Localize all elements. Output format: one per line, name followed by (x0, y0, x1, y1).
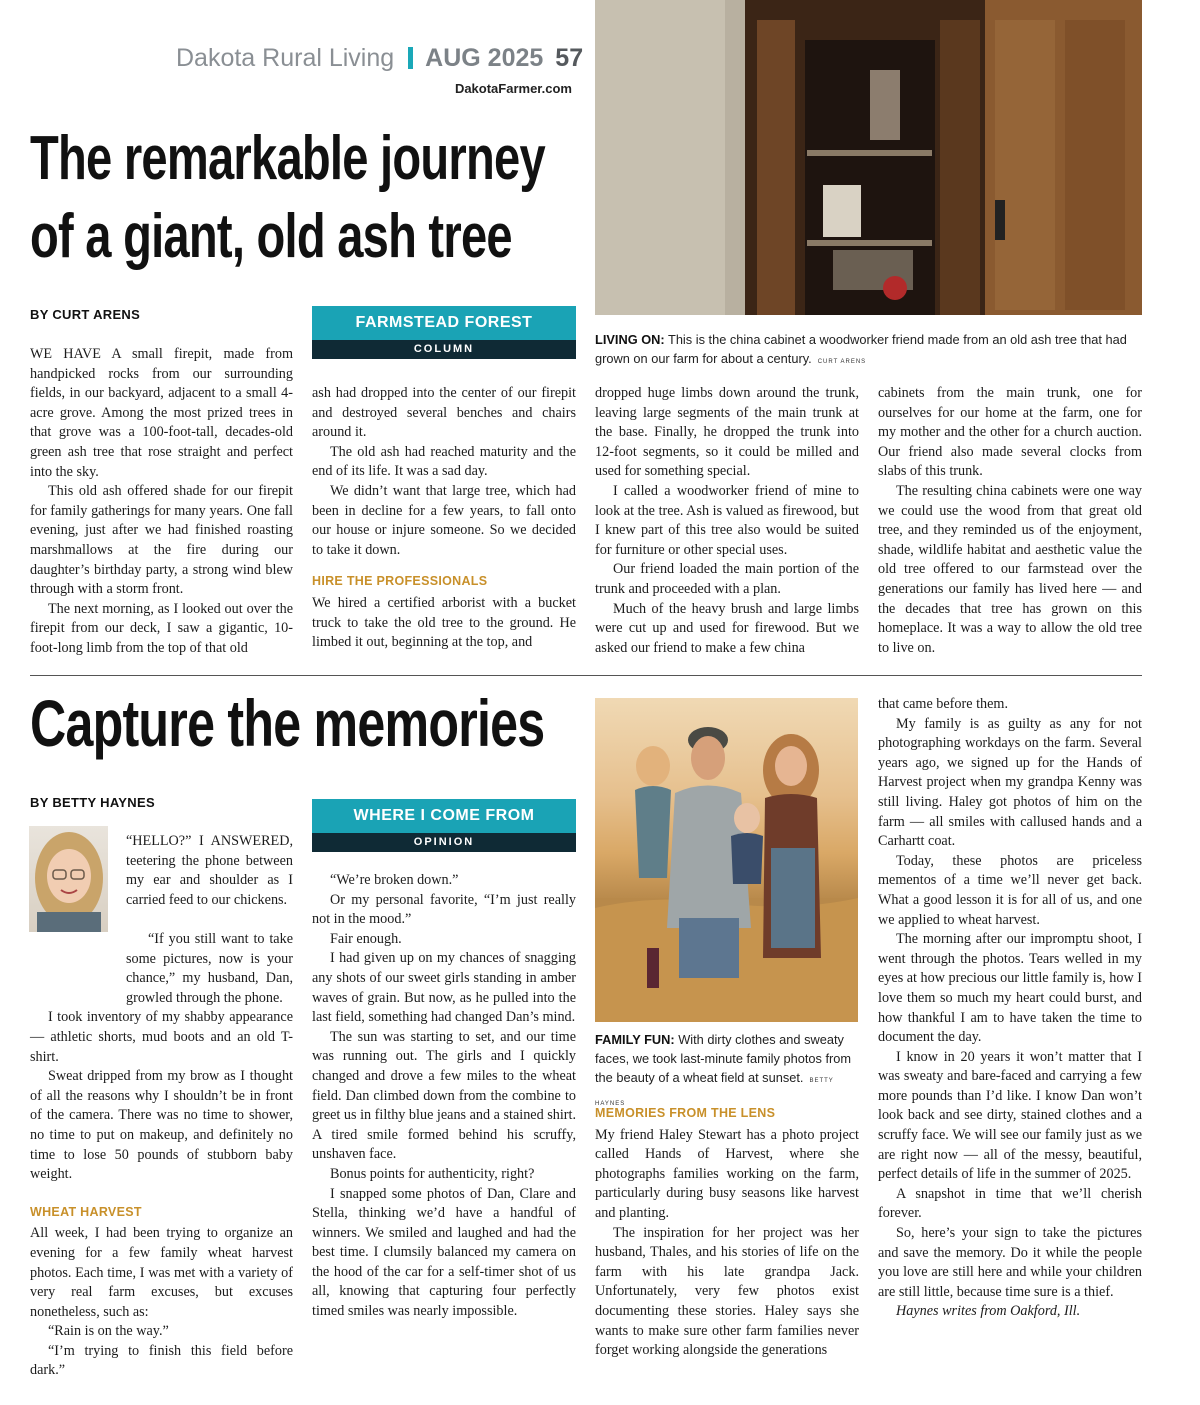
paragraph: Today, these photos are priceless mementos of a time we’ll never get back. What a good lesson it is for all of us, and one we applied to wheat harvest. (878, 852, 1142, 928)
article1-column-2 (312, 384, 576, 653)
article2-column-1 (30, 930, 293, 1381)
photo-credit: CURT ARENS (817, 359, 867, 365)
author-portrait (29, 826, 108, 932)
paragraph: We didn’t want that large tree, which had been in decline for a few years, to fall onto our house or injure someone. So we decided to take it down. (312, 482, 576, 558)
article2-column-4 (878, 695, 1142, 1322)
paragraph: Fair enough. (330, 930, 402, 947)
china-cabinet-photo (595, 0, 1142, 315)
paragraph: The sun was starting to set, and our time was running out. The girls and I quickly changed and drove a few miles to the wheat field. Dan climbed down from the combine to greet us in filthy blue jeans and a stained shirt. A tired smile formed behind his scruffy, unshaven face. (312, 1028, 576, 1163)
column-name: FARMSTEAD FOREST (312, 306, 576, 340)
article1-headline-line1: The remarkable journey (30, 124, 545, 193)
paragraph: My family is as guilty as any for not photographing workdays on the farm. Several years ago, we signed up for the Hands of Harvest project when my grandpa Kenny was still living. Haley got photos of him on the farm — all smiles with callused hands and a Carhartt coat. (878, 715, 1142, 850)
website-link[interactable]: DakotaFarmer.com (454, 81, 572, 96)
caption-text: With dirty clothes and sweaty faces, we took last-minute family photos from the beauty of a wheat field at sunset. (595, 1032, 852, 1085)
publication-name: Dakota Rural Living (176, 44, 395, 72)
paragraph: I took inventory of my shabby appearance — athletic shorts, mud boots and an old T-shirt. (30, 1009, 293, 1065)
article2-headline: Capture the memories (30, 686, 545, 760)
article1-column-badge (312, 306, 576, 359)
paragraph: Sweat dripped from my brow as I thought of all the reasons why I shouldn’t be in front of the camera. There was no time to shower, no time to put on makeup, and definitely no time to lose 50 pounds of stubborn baby weight. (30, 1068, 293, 1183)
paragraph: that came before them. (878, 696, 1008, 712)
paragraph: My friend Haley Stewart has a photo project called Hands of Harvest, where she photographs families working on the farm, particularly during busy seasons like harvest and planting. (595, 1126, 859, 1221)
column-type: COLUMN (312, 340, 576, 359)
subhead: HIRE THE PROFESSIONALS (312, 574, 488, 589)
article1-column-1 (30, 345, 293, 659)
paragraph: ash had dropped into the center of our firepit and destroyed several benches and chairs around it. (312, 385, 576, 441)
caption-label: FAMILY FUN: (595, 1032, 675, 1047)
subhead: WHEAT HARVEST (30, 1204, 142, 1219)
paragraph: “Rain is on the way.” (48, 1323, 169, 1340)
section-divider (30, 675, 1142, 676)
paragraph: I called a woodworker friend of mine to look at the tree. Ash is valued as firewood, but I knew part of this tree also would be suited for furniture or other special uses. (595, 482, 859, 558)
masthead (176, 44, 584, 73)
paragraph: “If you still want to take some pictures, now is your chance,” my husband, Dan, growled through the phone. (126, 931, 293, 1006)
paragraph: cabinets from the main trunk, one for ourselves for our home at the farm, one for my mother and the other for a church auction. Our friend also made several clocks from slabs of this trunk. (878, 385, 1142, 480)
paragraph: “We’re broken down.” (330, 872, 459, 888)
paragraph: All week, I had been trying to organize an evening for a few family wheat harvest photos. Each time, I was met with a variety of very real farm excuses, but excuses nonetheless, such as: (30, 1225, 293, 1320)
page-number: 57 (555, 44, 584, 72)
article2-column-3 (595, 1104, 859, 1361)
paragraph: We hired a certified arborist with a bucket truck to take the old tree to the ground. He limbed it out, beginning at the top, and (312, 594, 576, 651)
paragraph: I snapped some photos of Dan, Clare and Stella, thinking we’d have a handful of winners. We smiled and laughed and had the best time. I clumsily balanced my camera on the hood of the car for a self-timer shot of us all, knowing that capturing four perfectly timed smiles was nearly impossible. (312, 1185, 576, 1320)
paragraph: “HELLO?” I ANSWERED, teetering the phone between my ear and shoulder as I carried feed to our chickens. (126, 833, 293, 908)
article1-byline: BY CURT ARENS (30, 307, 141, 322)
paragraph: WE HAVE A small firepit, made from handpicked rocks from our surrounding fields, in our backyard, adjacent to a small 4-acre grove. Among the most prized trees in that grove was a 100-foot-tall, decades-old green ash tree that rose straight and perfect into the sky. (30, 346, 293, 480)
paragraph: I had given up on my chances of snagging any shots of our sweet girls standing in amber waves of grain. But now, as he pulled into the last field, something had changed Dan’s mind. (312, 950, 576, 1026)
caption-text: This is the china cabinet a woodworker friend made from an old ash tree that had grown on our farm for about a century. (595, 332, 1127, 366)
paragraph: The old ash had reached maturity and the end of its life. It was a sad day. (312, 443, 576, 480)
column-name: WHERE I COME FROM (312, 799, 576, 833)
paragraph: I know in 20 years it won’t matter that I was sweaty and bare-faced and carrying a few more pounds than I’d like. I know Dan won’t look back and see dirty, stained clothes and a scruffy face. We will see our family just as we are right now — all of the messy, beautiful, perfect details of life in the summer of 2025. (878, 1048, 1142, 1183)
author-signoff: Haynes writes from Oakford, Ill. (896, 1303, 1081, 1320)
paragraph: The next morning, as I looked out over the firepit from our deck, I saw a gigantic, 10-foot-long limb from the top of that old (30, 600, 293, 656)
masthead-divider (408, 47, 413, 69)
column-type: OPINION (312, 833, 576, 852)
article1-column-3 (595, 384, 859, 658)
paragraph: The morning after our impromptu shoot, I went through the photos. Tears welled in my eyes at how precious our little family is, how I love them so much my heart could burst, and how thankful I am to have taken the time to document the day. (878, 931, 1142, 1046)
paragraph: So, here’s your sign to take the pictures and save the memory. Do it while the people you love are still here and while your children are still little, because time sure is a thief. (878, 1225, 1142, 1300)
article2-byline: BY BETTY HAYNES (30, 795, 155, 810)
paragraph: The resulting china cabinets were one way we could use the wood from that great old tree, and they reminded us of the enjoyment, shade, wildlife habitat and aesthetic value the old tree offered to our farmstead over the generations our family has lived here — and the decades that tree has grown on this homeplace. It was a way to allow the old tree to live on. (878, 482, 1142, 656)
article1-headline-line2: of a giant, old ash tree (30, 202, 512, 271)
article1-photo-caption (595, 330, 1142, 372)
paragraph: “I’m trying to finish this field before dark.” (30, 1342, 293, 1379)
article1-column-4 (878, 384, 1142, 658)
paragraph: Much of the heavy brush and large limbs were cut up and used for firewood. But we asked our friend to make a few china (595, 600, 859, 656)
paragraph: Bonus points for authenticity, right? (330, 1165, 535, 1182)
article2-photo-caption (595, 1030, 860, 1114)
article2-lede (126, 832, 293, 910)
caption-label: LIVING ON: (595, 332, 665, 347)
family-wheat-field-photo (595, 698, 858, 1022)
photo-credit: BETTY HAYNES (595, 1078, 834, 1107)
issue-date: AUG 2025 (425, 44, 544, 72)
paragraph: A snapshot in time that we’ll cherish forever. (878, 1185, 1142, 1222)
paragraph: dropped huge limbs down around the trunk, leaving large segments of the main trunk at the base. Finally, he dropped the trunk into 12-foot segments, so it could be milled and used for something special. (595, 385, 859, 480)
article2-column-badge (312, 799, 576, 852)
article2-column-2 (312, 871, 576, 1322)
subhead: MEMORIES FROM THE LENS (595, 1106, 776, 1120)
paragraph: Our friend loaded the main portion of the trunk and proceeded with a plan. (595, 561, 859, 597)
paragraph: The inspiration for her project was her husband, Thales, and his stories of life on the farm with his late grandpa Jack. Unfortunately, very few photos exist documenting these stories. Haley says she wants to make sure other farm families never forget working alongside the generations (595, 1224, 859, 1359)
paragraph: This old ash offered shade for our firepit for family gatherings for many years. One fall evening, just after we had finished roasting marshmallows at the fire during our daughter’s birthday party, a strong wind blew through with a storm front. (30, 483, 293, 598)
paragraph: Or my personal favorite, “I’m just really not in the mood.” (312, 891, 576, 928)
